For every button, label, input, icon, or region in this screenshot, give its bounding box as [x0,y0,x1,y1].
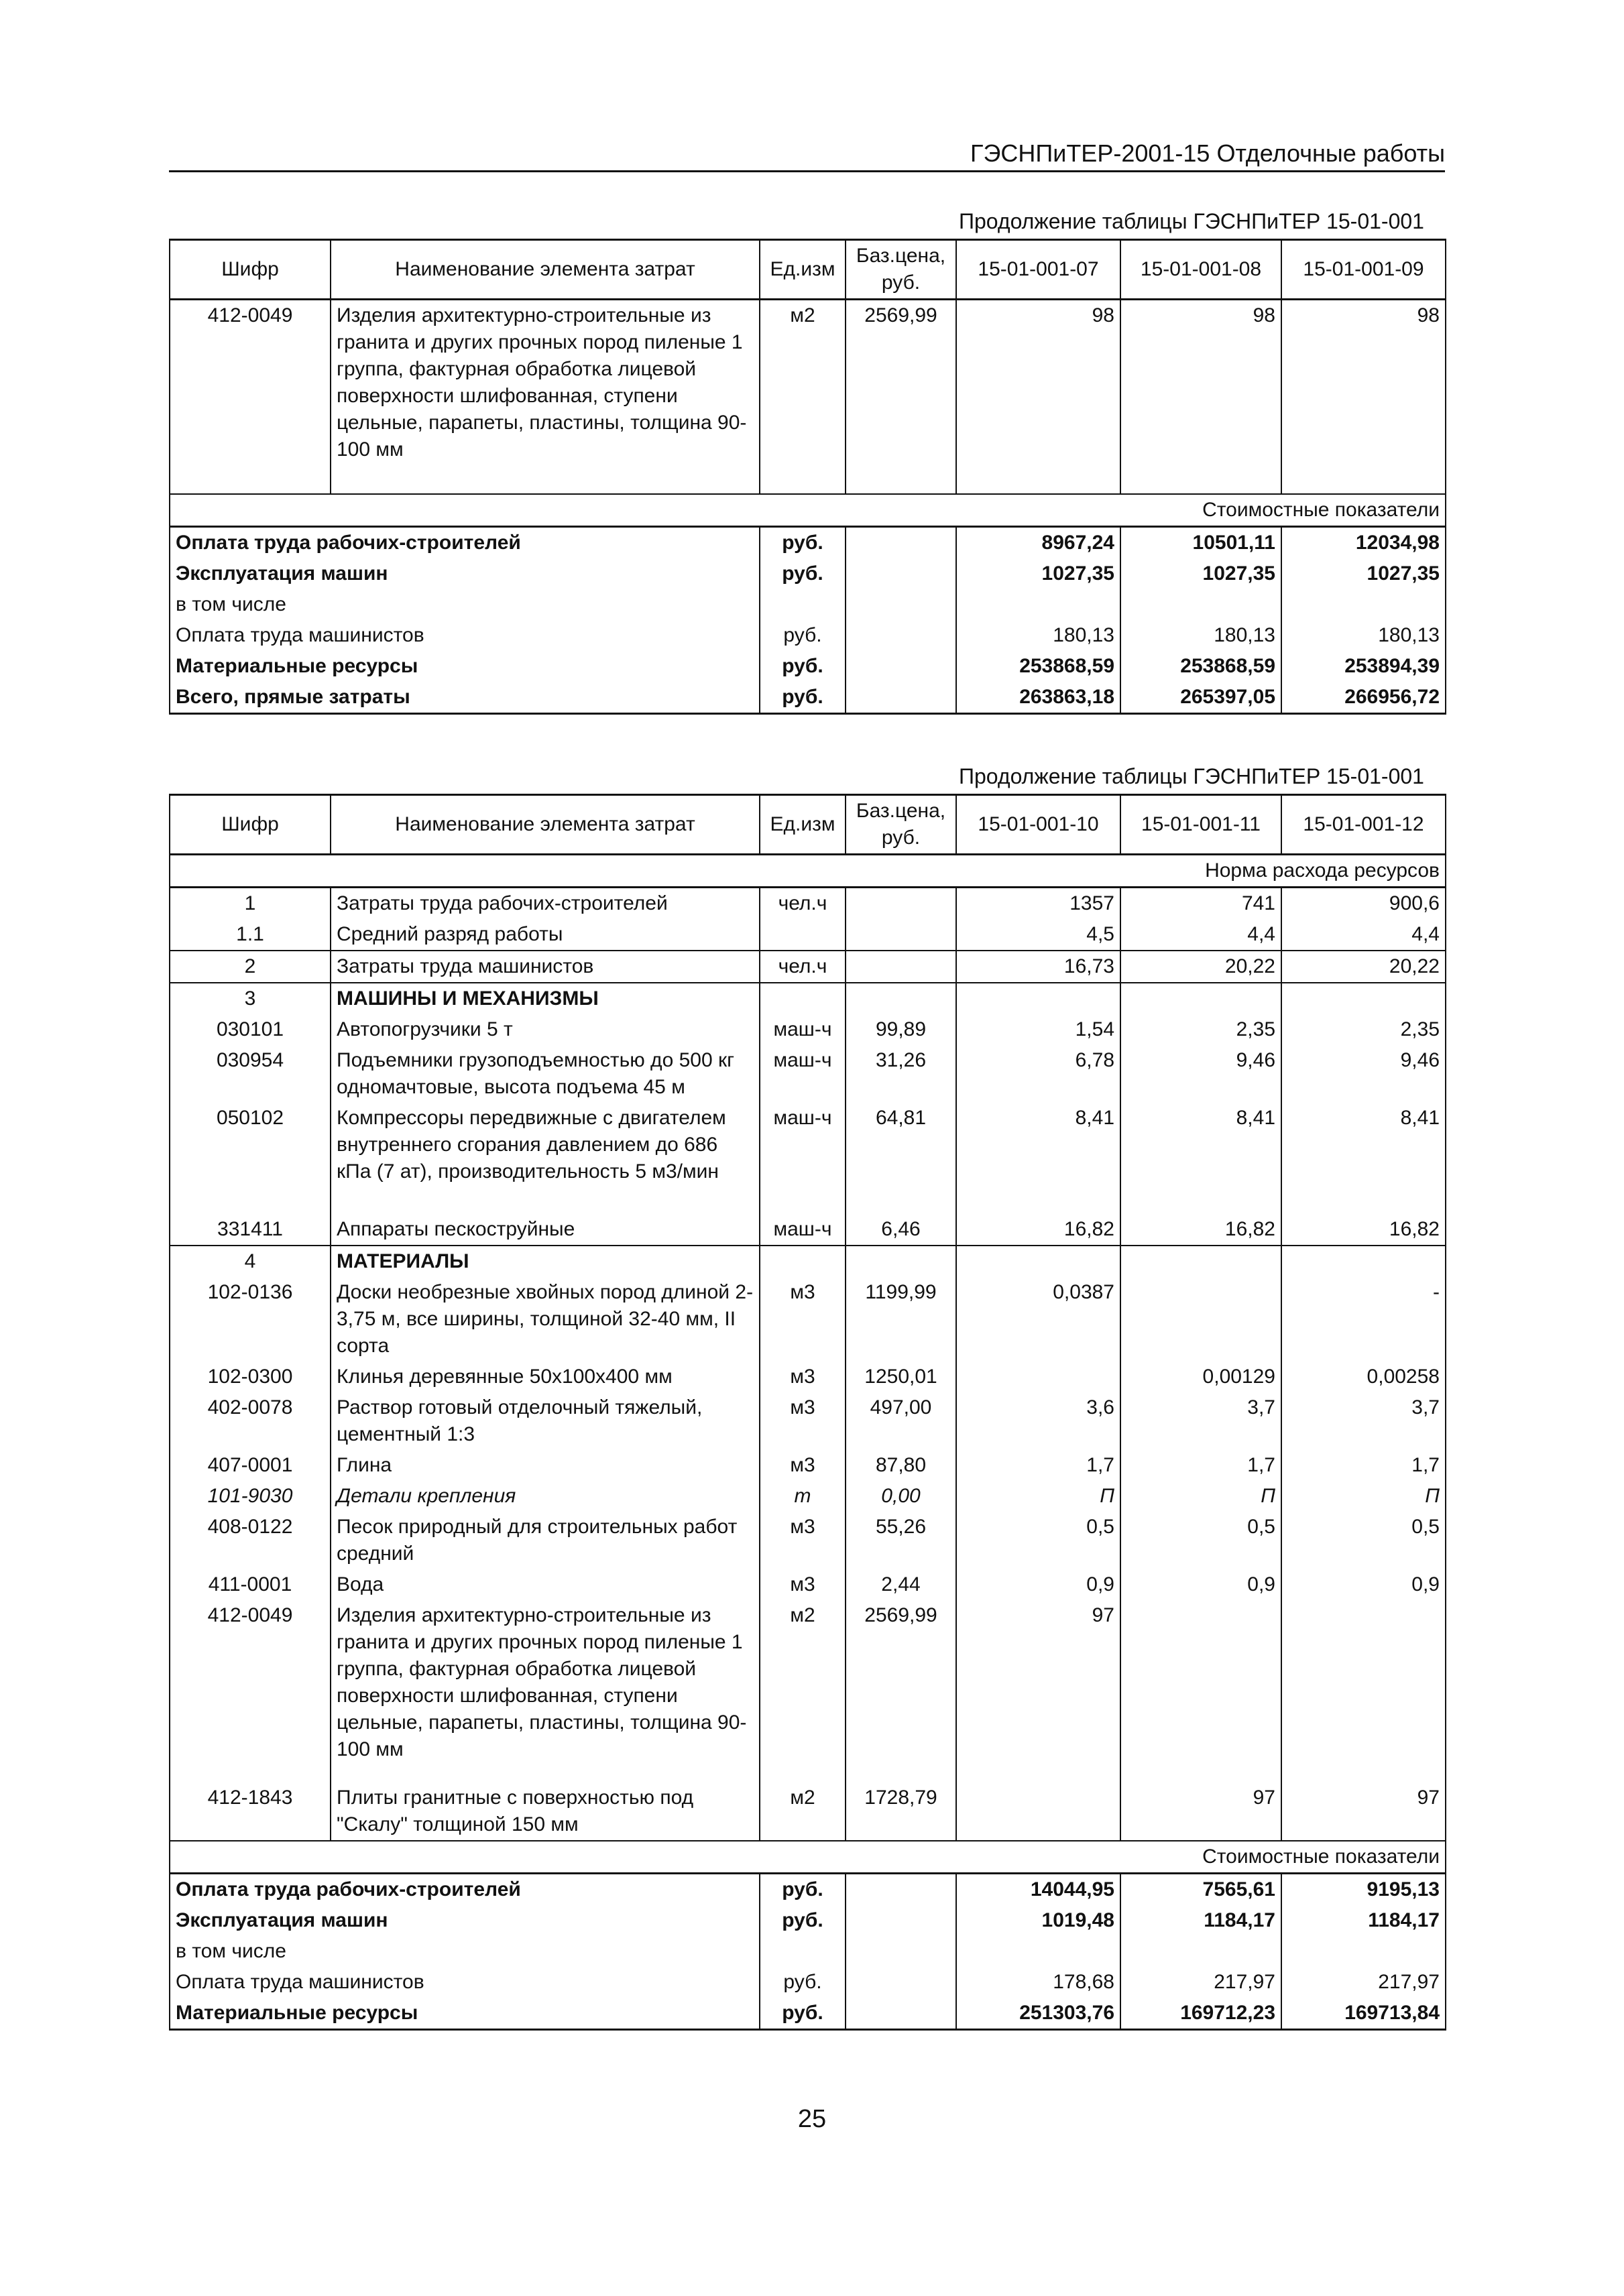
cost-row-price [846,682,956,714]
cost-row-unit: руб. [760,1998,846,2030]
row-v1: 97 [956,1600,1120,1783]
row-price: 1250,01 [846,1362,956,1392]
cost-row-label: Оплата труда машинистов [170,1967,760,1998]
row-v2: 0,5 [1120,1512,1281,1569]
col-v1-header: 15-01-001-10 [956,795,1120,855]
cost-row-price [846,1936,956,1967]
cost-label: Стоимостные показатели [170,1841,1446,1874]
row-unit: м2 [760,1783,846,1841]
row-code: 050102 [170,1103,331,1214]
row-v2: 1,7 [1120,1450,1281,1481]
col-code-header: Шифр [170,240,331,300]
row-unit: м3 [760,1277,846,1362]
cost-row-label: Эксплуатация машин [170,1905,760,1936]
row-unit: маш-ч [760,1014,846,1045]
row-code: 411-0001 [170,1569,331,1600]
row-price [846,951,956,983]
row-code: 408-0122 [170,1512,331,1569]
row-unit: м3 [760,1450,846,1481]
table-row [170,1392,1446,1450]
row-unit: м2 [760,1600,846,1783]
cost-row [170,1998,1446,2030]
row-v1: 1,7 [956,1450,1120,1481]
row-v2: 741 [1120,888,1281,920]
cost-row-unit: руб. [760,558,846,589]
cost-row-v1: 251303,76 [956,1998,1120,2030]
cost-row-unit: руб. [760,1967,846,1998]
row-v1: 6,78 [956,1045,1120,1103]
row-v2: 2,35 [1120,1014,1281,1045]
row-price: 55,26 [846,1512,956,1569]
cost-row-label: в том числе [170,1936,760,1967]
row-v1: 16,73 [956,951,1120,983]
cost-row-label: Всего, прямые затраты [170,682,760,714]
cost-row-v3: 1184,17 [1281,1905,1446,1936]
row-code: 412-1843 [170,1783,331,1841]
cost-row-label: Материальные ресурсы [170,651,760,682]
cost-row [170,1905,1446,1936]
cost-row-price [846,620,956,651]
cost-row-v2 [1120,589,1281,620]
row-price: 0,00 [846,1481,956,1512]
row-unit: маш-ч [760,1214,846,1246]
row-v3: 2,35 [1281,1014,1446,1045]
cost-row-v2: 180,13 [1120,620,1281,651]
table1-caption: Продолжение таблицы ГЭСНПиТЕР 15-01-001 [959,209,1424,233]
cost-row-v2: 1184,17 [1120,1905,1281,1936]
table-row [170,1014,1446,1045]
row-v3: 0,5 [1281,1512,1446,1569]
cost-row-v1: 14044,95 [956,1874,1120,1906]
row-v3: П [1281,1481,1446,1512]
cost-row [170,589,1446,620]
cost-row [170,620,1446,651]
row-price: 99,89 [846,1014,956,1045]
row-name: МАШИНЫ И МЕХАНИЗМЫ [331,983,760,1014]
cost-row-v3: 12034,98 [1281,526,1446,558]
cost-row [170,1936,1446,1967]
cost-row-v2: 1027,35 [1120,558,1281,589]
cost-row-label: Оплата труда рабочих-строителей [170,526,760,558]
row-unit [760,983,846,1014]
cost-row-v2: 253868,59 [1120,651,1281,682]
cost-row [170,526,1446,558]
row-code: 102-0136 [170,1277,331,1362]
row-unit: м3 [760,1569,846,1600]
cost-row-unit [760,1936,846,1967]
row-price: 2569,99 [846,1600,956,1783]
row-v3: 8,41 [1281,1103,1446,1214]
row-v2: 20,22 [1120,951,1281,983]
row-unit: т [760,1481,846,1512]
row-price: 31,26 [846,1045,956,1103]
cost-row-price [846,558,956,589]
cost-row-price [846,526,956,558]
col-price-header: Баз.цена, руб. [846,240,956,300]
row-v1: 4,5 [956,919,1120,951]
cost-label: Стоимостные показатели [170,494,1446,527]
cost-row-v1: 1019,48 [956,1905,1120,1936]
row-unit: маш-ч [760,1045,846,1103]
cost-row [170,682,1446,714]
cost-row-v3 [1281,589,1446,620]
cost-row-v2: 10501,11 [1120,526,1281,558]
row-v3: 900,6 [1281,888,1446,920]
row-v1 [956,1246,1120,1277]
cost-row-v3: 253894,39 [1281,651,1446,682]
row-name: Клинья деревянные 50x100x400 мм [331,1362,760,1392]
row-unit: м3 [760,1512,846,1569]
row-v2: 8,41 [1120,1103,1281,1214]
row-price [846,888,956,920]
cost-row-price [846,1967,956,1998]
row-price: 6,46 [846,1214,956,1246]
cost-row-label: Оплата труда машинистов [170,620,760,651]
row-v3: - [1281,1277,1446,1362]
cost-row-v1 [956,1936,1120,1967]
row-name: Раствор готовый отделочный тяжелый, цементный 1:3 [331,1392,760,1450]
row-unit: маш-ч [760,1103,846,1214]
table-row [170,1600,1446,1783]
row-price [846,983,956,1014]
row-code: 030954 [170,1045,331,1103]
row-price [846,919,956,951]
row-price: 2569,99 [846,300,956,494]
row-v1 [956,983,1120,1014]
row-name: МАТЕРИАЛЫ [331,1246,760,1277]
row-v2 [1120,1277,1281,1362]
row-name: Аппараты пескоструйные [331,1214,760,1246]
cost-row-label: Материальные ресурсы [170,1998,760,2030]
cost-row-v3: 180,13 [1281,620,1446,651]
col-unit-header: Ед.изм [760,795,846,855]
row-v2: 9,46 [1120,1045,1281,1103]
row-v3: 97 [1281,1783,1446,1841]
row-v2: 0,9 [1120,1569,1281,1600]
table2 [169,794,1446,2031]
cost-row-v1: 8967,24 [956,526,1120,558]
row-v3 [1281,983,1446,1014]
cost-row [170,558,1446,589]
row-unit: м3 [760,1392,846,1450]
cost-row-v1: 263863,18 [956,682,1120,714]
col-price-header: Баз.цена, руб. [846,795,956,855]
cost-row-v3 [1281,1936,1446,1967]
cost-row [170,1967,1446,1998]
row-v1: 3,6 [956,1392,1120,1450]
row-name: Изделия архитектурно-строительные из гранита и других прочных пород пиленые 1 группа, фактурная обработка лицевой поверхности шлифованная, ступени цельные, парапеты, пластины, толщина 90-100 мм [331,1600,760,1783]
norm-label: Норма расхода ресурсов [170,855,1446,888]
row-v1: 16,82 [956,1214,1120,1246]
cost-row-v1: 1027,35 [956,558,1120,589]
row-v2: 3,7 [1120,1392,1281,1450]
row-code: 407-0001 [170,1450,331,1481]
row-v2: 4,4 [1120,919,1281,951]
cost-row-v2: 169712,23 [1120,1998,1281,2030]
table-row [170,1569,1446,1600]
cost-row-unit: руб. [760,526,846,558]
row-unit: м2 [760,300,846,494]
row-name: Компрессоры передвижные с двигателем внутреннего сгорания давлением до 686 кПа (7 ат), производительность 5 м3/мин [331,1103,760,1214]
row-name: Вода [331,1569,760,1600]
col-code-header: Шифр [170,795,331,855]
row-v1: 0,9 [956,1569,1120,1600]
cost-row-v3: 1027,35 [1281,558,1446,589]
cost-row-label: Эксплуатация машин [170,558,760,589]
cost-row-unit [760,589,846,620]
cost-row-price [846,1874,956,1906]
row-v3 [1281,1246,1446,1277]
row-v2 [1120,983,1281,1014]
cost-row-v1: 180,13 [956,620,1120,651]
row-code: 1.1 [170,919,331,951]
cost-row-price [846,589,956,620]
cost-row-unit: руб. [760,620,846,651]
cost-row-unit: руб. [760,1905,846,1936]
table-row [170,300,1446,494]
row-unit: чел.ч [760,888,846,920]
row-code: 2 [170,951,331,983]
row-name: Автопогрузчики 5 т [331,1014,760,1045]
row-v2: П [1120,1481,1281,1512]
col-v1-header: 15-01-001-07 [956,240,1120,300]
table-row [170,1246,1446,1277]
table1 [169,239,1446,715]
table2-caption: Продолжение таблицы ГЭСНПиТЕР 15-01-001 [959,764,1424,788]
row-v1 [956,1783,1120,1841]
col-v2-header: 15-01-001-08 [1120,240,1281,300]
row-v3: 20,22 [1281,951,1446,983]
row-v3: 4,4 [1281,919,1446,951]
norm-label-row [170,855,1446,888]
col-name-header: Наименование элемента затрат [331,795,760,855]
row-v3: 9,46 [1281,1045,1446,1103]
row-unit [760,1246,846,1277]
table-row [170,1045,1446,1103]
row-unit [760,919,846,951]
table-row [170,888,1446,920]
row-v1: 1357 [956,888,1120,920]
row-name: Затраты труда рабочих-строителей [331,888,760,920]
row-v2 [1120,1246,1281,1277]
cost-row-label: Оплата труда рабочих-строителей [170,1874,760,1906]
row-v2 [1120,1600,1281,1783]
row-code: 101-9030 [170,1481,331,1512]
table-row [170,919,1446,951]
row-price: 1728,79 [846,1783,956,1841]
row-v3: 0,9 [1281,1569,1446,1600]
row-code: 402-0078 [170,1392,331,1450]
row-v1: 0,5 [956,1512,1120,1569]
cost-row-v2: 265397,05 [1120,682,1281,714]
cost-row-price [846,1905,956,1936]
row-v1: 98 [956,300,1120,494]
cost-row-unit: руб. [760,682,846,714]
cost-row-v3: 9195,13 [1281,1874,1446,1906]
row-name: Плиты гранитные с поверхностью под "Скалу" толщиной 150 мм [331,1783,760,1841]
row-v3: 1,7 [1281,1450,1446,1481]
cost-row-unit: руб. [760,651,846,682]
row-price: 1199,99 [846,1277,956,1362]
row-name: Затраты труда машинистов [331,951,760,983]
row-price: 2,44 [846,1569,956,1600]
row-name: Доски необрезные хвойных пород длиной 2-3,75 м, все ширины, толщиной 32-40 мм, II сорта [331,1277,760,1362]
row-v1: П [956,1481,1120,1512]
cost-row [170,651,1446,682]
cost-row [170,1874,1446,1906]
row-v3: 98 [1281,300,1446,494]
table-row [170,983,1446,1014]
row-unit: чел.ч [760,951,846,983]
cost-label-row [170,494,1446,527]
table-row [170,1103,1446,1214]
row-v2: 16,82 [1120,1214,1281,1246]
cost-row-v3: 217,97 [1281,1967,1446,1998]
page-number: 25 [797,2105,827,2133]
table-row [170,1450,1446,1481]
cost-row-price [846,1998,956,2030]
row-code: 102-0300 [170,1362,331,1392]
row-code: 4 [170,1246,331,1277]
row-name: Изделия архитектурно-строительные из гранита и других прочных пород пиленые 1 группа, фактурная обработка лицевой поверхности шлифованная, ступени цельные, парапеты, пластины, толщина 90-100 мм [331,300,760,494]
cost-row-v2: 7565,61 [1120,1874,1281,1906]
col-v3-header: 15-01-001-12 [1281,795,1446,855]
cost-row-label: в том числе [170,589,760,620]
table-row [170,1277,1446,1362]
row-name: Средний разряд работы [331,919,760,951]
row-code: 1 [170,888,331,920]
row-v3: 0,00258 [1281,1362,1446,1392]
row-code: 412-0049 [170,300,331,494]
cost-row-price [846,651,956,682]
row-price: 497,00 [846,1392,956,1450]
row-v3: 16,82 [1281,1214,1446,1246]
col-v3-header: 15-01-001-09 [1281,240,1446,300]
cost-row-v3: 266956,72 [1281,682,1446,714]
row-v2: 97 [1120,1783,1281,1841]
row-code: 331411 [170,1214,331,1246]
row-v3: 3,7 [1281,1392,1446,1450]
row-name: Детали крепления [331,1481,760,1512]
row-v3 [1281,1600,1446,1783]
row-v1 [956,1362,1120,1392]
cost-label-row [170,1841,1446,1874]
row-name: Глина [331,1450,760,1481]
col-v2-header: 15-01-001-11 [1120,795,1281,855]
table-row [170,951,1446,983]
cost-row-v1: 253868,59 [956,651,1120,682]
row-code: 412-0049 [170,1600,331,1783]
row-unit: м3 [760,1362,846,1392]
row-v2: 98 [1120,300,1281,494]
row-v1: 0,0387 [956,1277,1120,1362]
row-name: Песок природный для строительных работ средний [331,1512,760,1569]
row-price: 64,81 [846,1103,956,1214]
cost-row-v1: 178,68 [956,1967,1120,1998]
cost-row-unit: руб. [760,1874,846,1906]
row-v2: 0,00129 [1120,1362,1281,1392]
col-unit-header: Ед.изм [760,240,846,300]
table1-header-row [170,240,1446,300]
row-name: Подъемники грузоподъемностью до 500 кг одномачтовые, высота подъема 45 м [331,1045,760,1103]
col-name-header: Наименование элемента затрат [331,240,760,300]
row-code: 3 [170,983,331,1014]
row-price: 87,80 [846,1450,956,1481]
table-row [170,1214,1446,1246]
row-code: 030101 [170,1014,331,1045]
table-row [170,1362,1446,1392]
cost-row-v3: 169713,84 [1281,1998,1446,2030]
table2-header-row [170,795,1446,855]
table-row [170,1481,1446,1512]
cost-row-v2: 217,97 [1120,1967,1281,1998]
table-row [170,1783,1446,1841]
row-v1: 1,54 [956,1014,1120,1045]
table-row [170,1512,1446,1569]
row-v1: 8,41 [956,1103,1120,1214]
cost-row-v2 [1120,1936,1281,1967]
page-header: ГЭСНПиТЕР-2001-15 Отделочные работы [169,139,1445,172]
row-price [846,1246,956,1277]
cost-row-v1 [956,589,1120,620]
